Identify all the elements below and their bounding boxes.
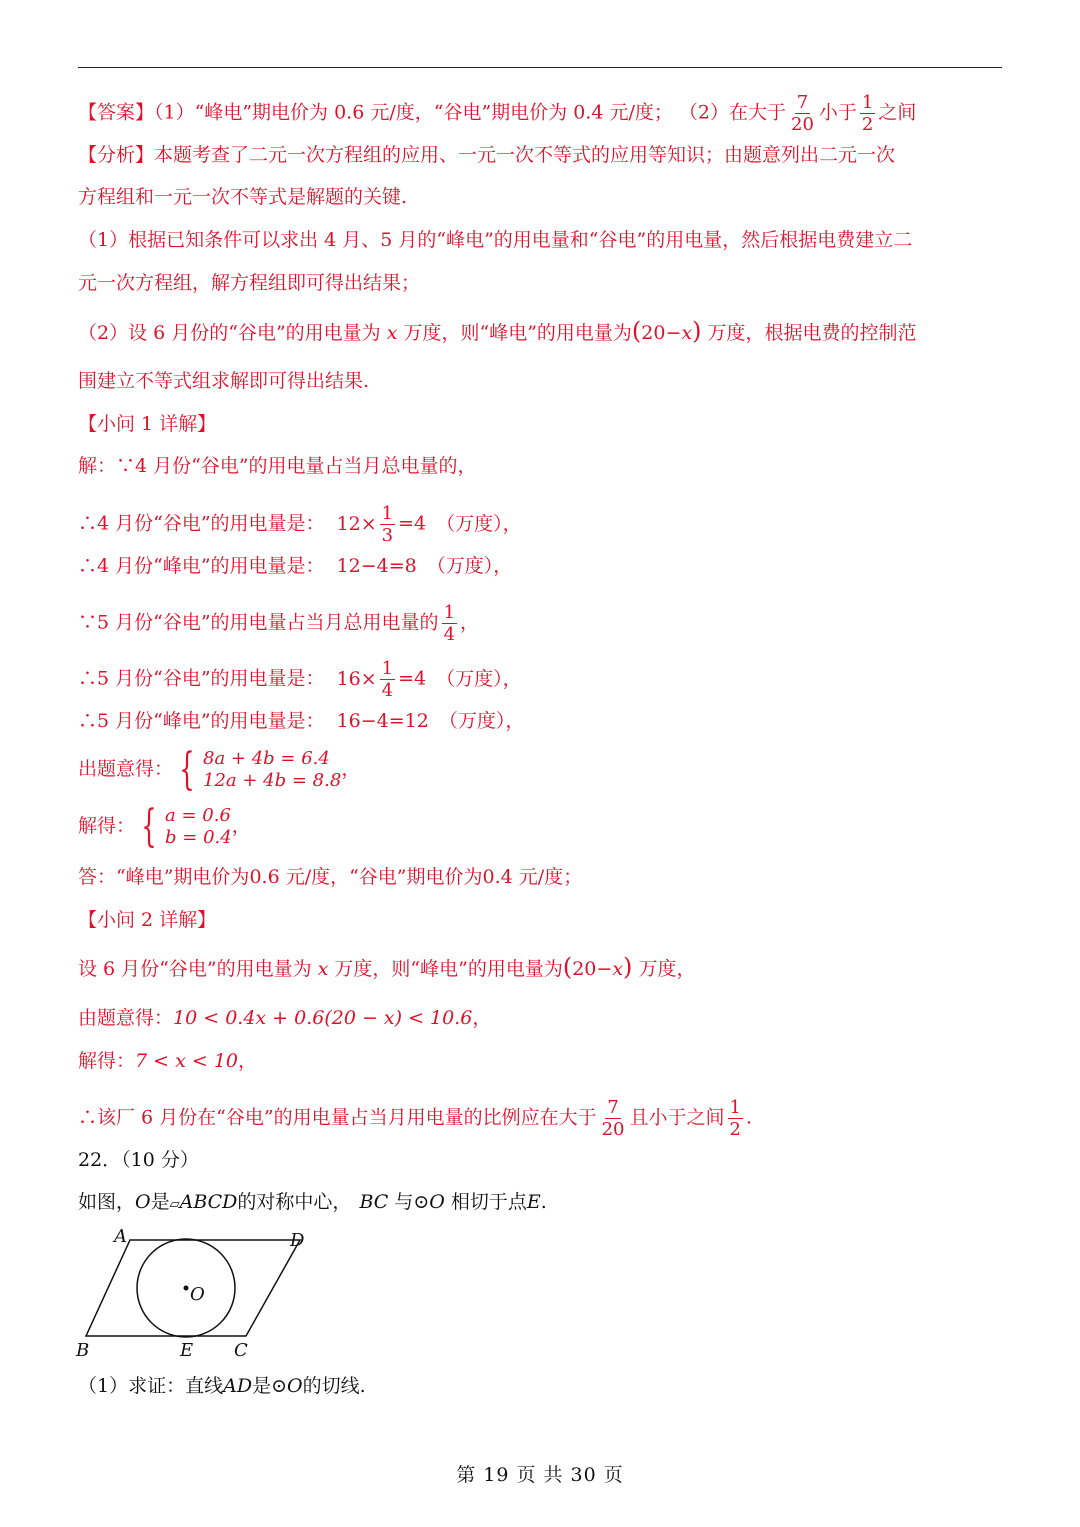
answer-label: 【答案】 <box>78 101 155 124</box>
analysis-p1-line-2: 元一次方程组，解方程组即可得出结果； <box>78 272 421 294</box>
sub2-line-1: 设 6 月份“谷电”的用电量为 x 万度，则“峰电”的用电量为(20−x) 万度， <box>78 953 696 981</box>
sub1-line-6: ∴5 月份“峰电”的用电量是： 16−4=12 （万度）， <box>78 710 525 732</box>
question-22-part-1: （1）求证：直线AD是⊙O的切线. <box>78 1375 366 1397</box>
analysis-p2-line-2: 围建立不等式组求解即可得出结果. <box>78 370 370 392</box>
sub1-system-1: 出题意得： { 8a + 4b = 6.4 12a + 4b = 8.8 ， <box>78 744 361 795</box>
page-footer: 第 19 页 共 30 页 <box>456 1464 624 1486</box>
analysis-p2-line-1: （2）设 6 月份的“谷电”的用电量为 x 万度，则“峰电”的用电量为(20−x) 万度，根据电费的控制范 <box>78 317 917 345</box>
label-e: E <box>180 1340 194 1361</box>
fraction: $\frac{7}{20}$ <box>601 1097 625 1140</box>
sub2-line-2: 由题意得：10 < 0.4x + 0.6(20 − x) < 10.6， <box>78 1007 492 1029</box>
analysis-line-2: 方程组和一元一次不等式是解题的关键. <box>78 186 408 208</box>
sub2-line-4: ∴该厂 6 月份在“谷电”的用电量占当月用电量的比例应在大于 $\frac{7}{20}$ 且小于之间 $\frac{1}{2}$ . <box>78 1097 753 1140</box>
answer-line: 【答案】（1）“峰电”期电价为 0.6 元/度，“谷电”期电价为 0.4 元/度； （2）在大于 $\frac{7}{20}$ 小于 $\frac{1}{2}$ 之间 <box>78 92 917 135</box>
center-point-o <box>184 1286 189 1291</box>
fraction: $\frac{1}{3}$ <box>381 503 394 546</box>
sub1-header: 【小问 1 详解】 <box>78 413 217 435</box>
label-a: A <box>114 1226 127 1247</box>
sub2-header: 【小问 2 详解】 <box>78 909 217 931</box>
brace-icon: { <box>141 801 157 852</box>
header-rule <box>78 67 1002 68</box>
sub1-line-3: ∴4 月份“峰电”的用电量是： 12−4=8 （万度）， <box>78 555 513 577</box>
label-o: O <box>190 1284 205 1305</box>
sub2-line-3: 解得：7 < x < 10， <box>78 1050 258 1072</box>
question-22-title: 22．（10 分） <box>78 1149 199 1171</box>
equation-system: { 8a + 4b = 6.4 12a + 4b = 8.8 <box>179 744 342 795</box>
analysis-label: 【分析】 <box>78 144 155 166</box>
fraction: $\frac{1}{2}$ <box>729 1097 741 1140</box>
parallelogram-icon: ▱ <box>169 1197 180 1212</box>
geometry-figure <box>72 1226 322 1362</box>
sub1-line-4: ∵5 月份“谷电”的用电量占当月总用电量的 $\frac{1}{4}$ ， <box>78 602 480 645</box>
label-d: D <box>290 1230 305 1251</box>
brace-icon: { <box>179 744 195 795</box>
fraction: $\frac{1}{4}$ <box>381 658 394 701</box>
fraction: $\frac{1}{4}$ <box>443 602 456 645</box>
fraction: $\frac{1}{2}$ <box>861 92 874 135</box>
question-22-stem: 如图，O是▱ABCD的对称中心， BC 与⊙O 相切于点E. <box>78 1191 547 1213</box>
sub1-line-1: 解：∵4 月份“谷电”的用电量占当月总电量的， <box>78 455 477 477</box>
sub1-line-2: ∴4 月份“谷电”的用电量是： 12× $\frac{1}{3}$ =4 （万度）， <box>78 503 522 546</box>
fraction: $\frac{7}{20}$ <box>791 92 814 135</box>
analysis-line-1: 【分析】本题考查了二元一次方程组的应用、一元一次不等式的应用等知识；由题意列出二元一次 <box>78 144 896 166</box>
sub1-line-5: ∴5 月份“谷电”的用电量是： 16× $\frac{1}{4}$ =4 （万度）， <box>78 658 522 701</box>
equation-system: { a = 0.6 b = 0.4 <box>141 801 232 852</box>
label-b: B <box>76 1340 90 1361</box>
sub1-answer: 答：“峰电”期电价为0.6 元/度，“谷电”期电价为0.4 元/度； <box>78 866 583 888</box>
label-c: C <box>234 1340 248 1361</box>
sub1-system-2: 解得： { a = 0.6 b = 0.4 ， <box>78 801 251 852</box>
analysis-p1-line-1: （1）根据已知条件可以求出 4 月、5 月的“峰电”的用电量和“谷电”的用电量，然后根据电费建立二 <box>78 229 913 251</box>
